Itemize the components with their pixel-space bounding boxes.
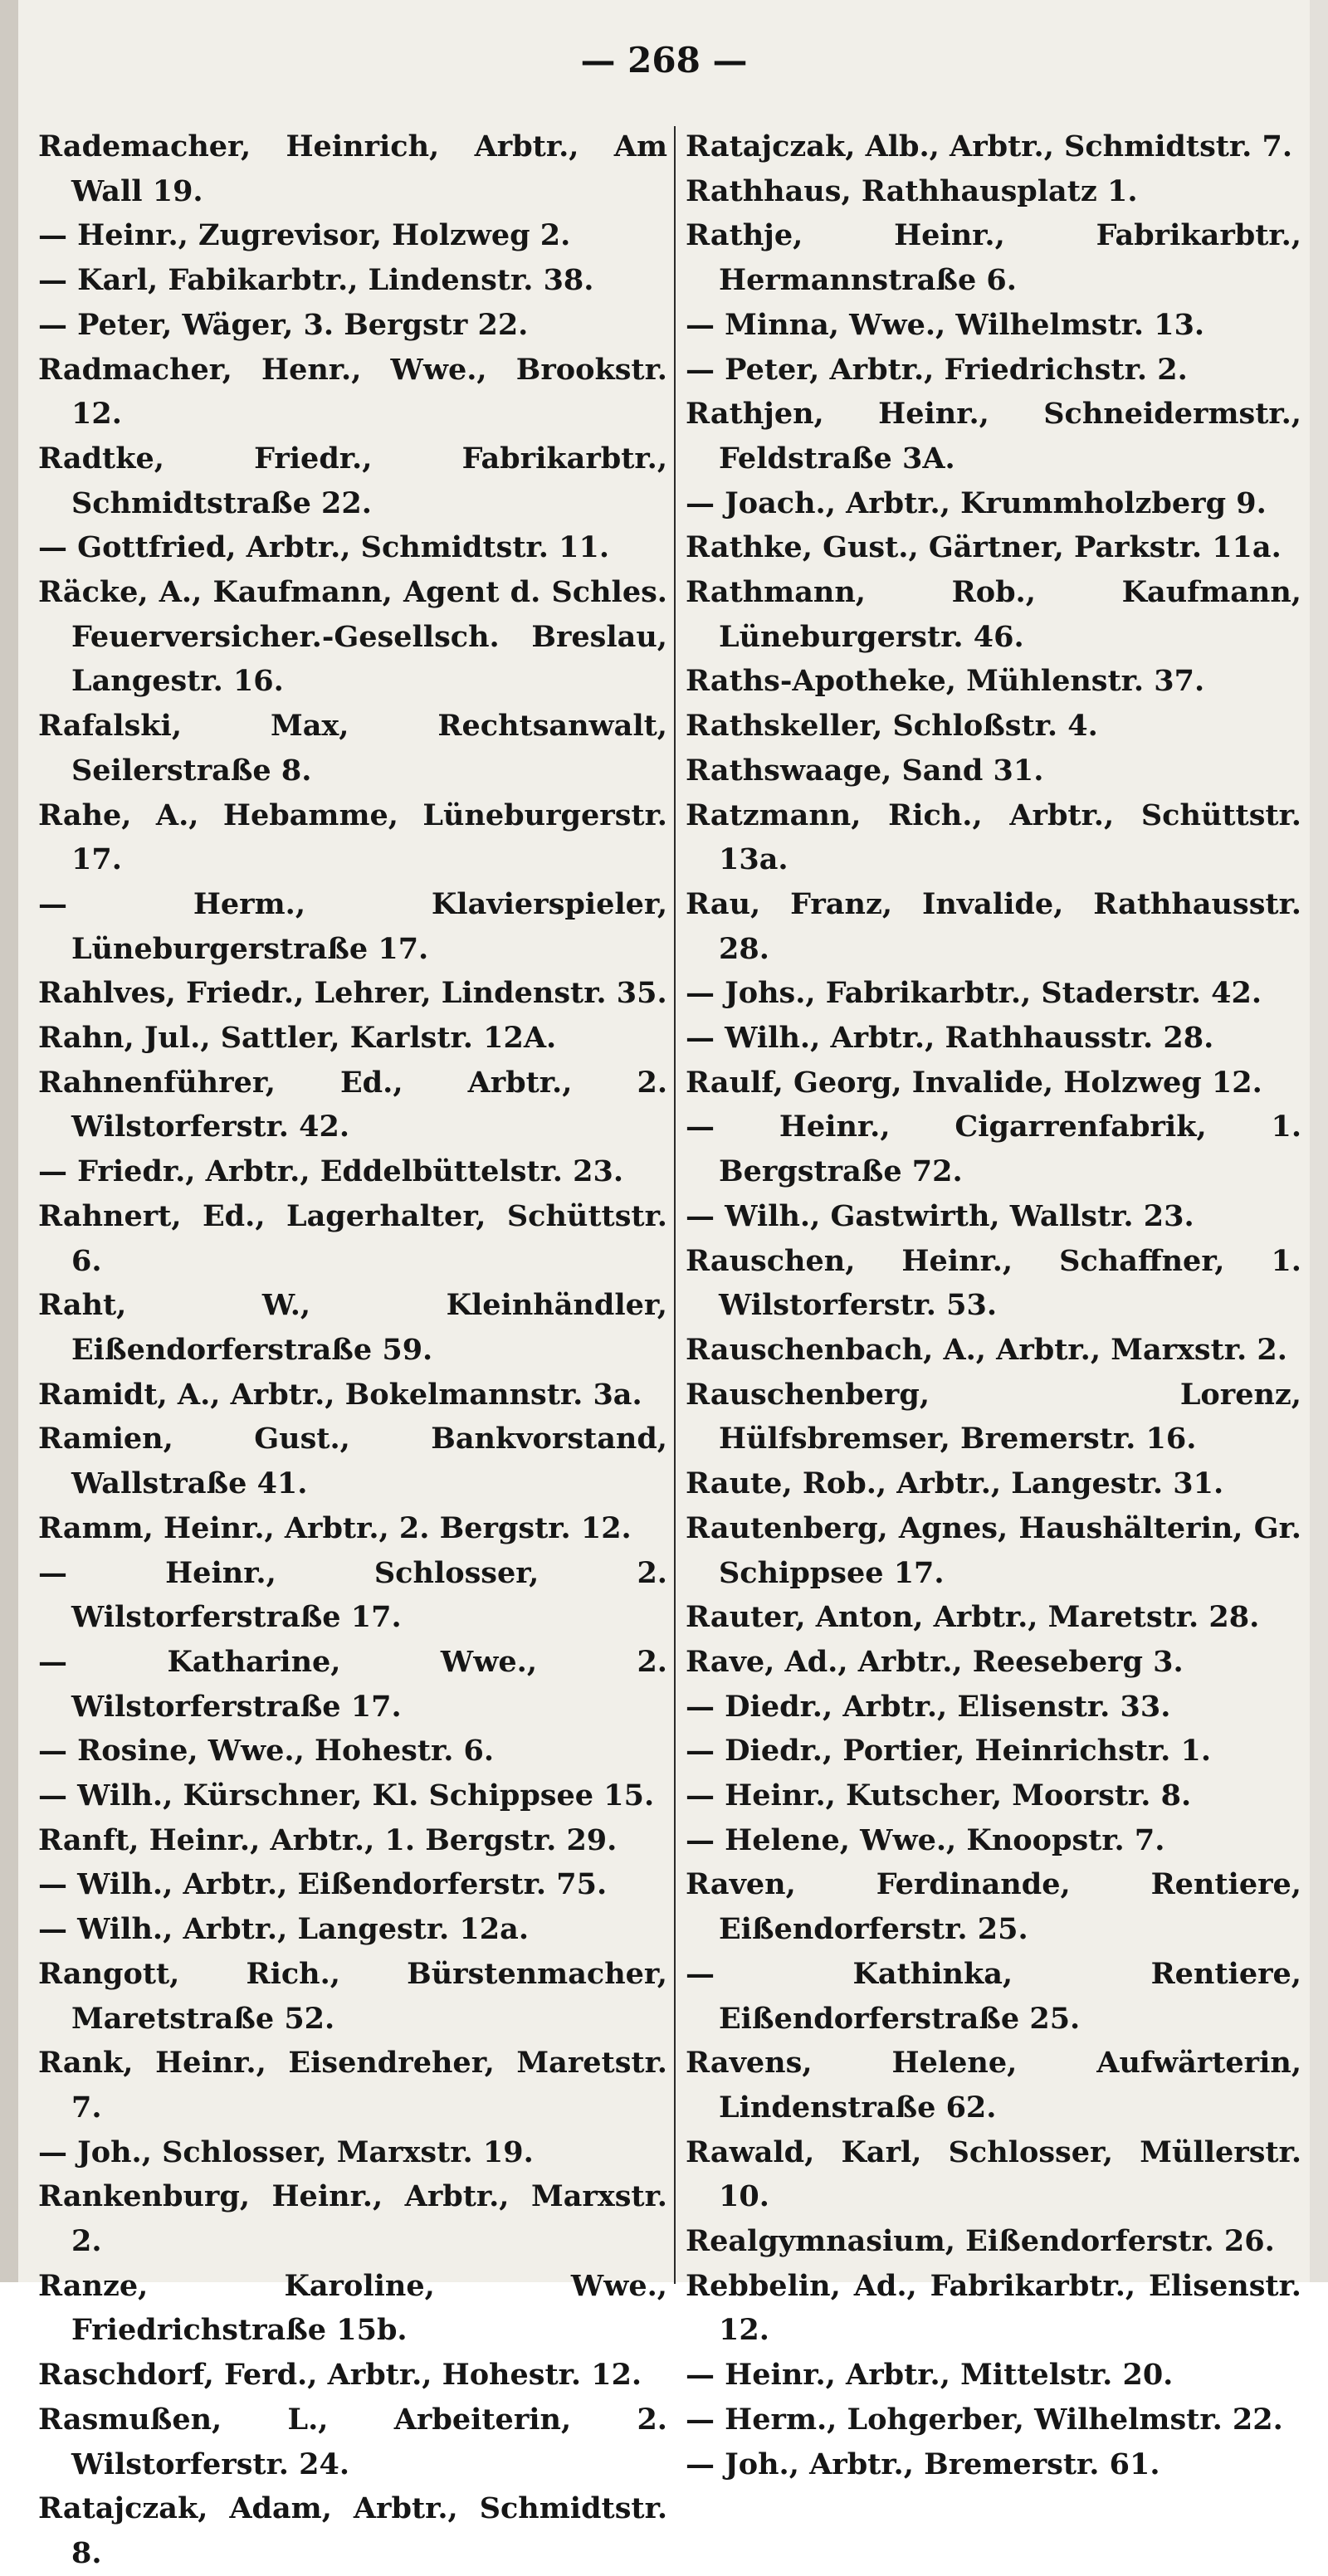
directory-entry: — Joach., Arbtr., Krummholzberg 9. — [686, 485, 1267, 520]
directory-entry: Ratzmann, Rich., Arbtr., Schüttstr. 13a. — [686, 798, 1301, 877]
directory-entry: Realgymnasium, Eißendorferstr. 26. — [686, 2224, 1275, 2259]
page-edge-shadow — [0, 0, 18, 2282]
directory-entry: Ranft, Heinr., Arbtr., 1. Bergstr. 29. — [38, 1822, 618, 1857]
directory-entry: — Joh., Schlosser, Marxstr. 19. — [38, 2134, 534, 2169]
directory-entry: Rathje, Heinr., Fabrikarbtr., Hermannstraße 6. — [686, 218, 1301, 298]
directory-entry: Radmacher, Henr., Wwe., Brookstr. 12. — [38, 352, 667, 432]
directory-entry: — Rosine, Wwe., Hohestr. 6. — [38, 1734, 495, 1769]
directory-entry: — Heinr., Arbtr., Mittelstr. 20. — [686, 2358, 1174, 2393]
directory-entry: — Kathinka, Rentiere, Eißendorferstraße 25. — [686, 1956, 1301, 2036]
directory-entry: Rangott, Rich., Bürstenmacher, Maretstraße 52. — [38, 1956, 667, 2036]
right-column — [686, 124, 1301, 2486]
directory-entry: Rauschenbach, A., Arbtr., Marxstr. 2. — [686, 1332, 1287, 1367]
directory-entry: Rahe, A., Hebamme, Lüneburgerstr. 17. — [38, 798, 667, 877]
directory-entry: Rauschen, Heinr., Schaffner, 1. Wilstorferstr. 53. — [686, 1243, 1301, 1323]
directory-entry: Raht, W., Kleinhändler, Eißendorferstraße 59. — [38, 1288, 667, 1367]
directory-entry: Rankenburg, Heinr., Arbtr., Marxstr. 2. — [38, 2179, 667, 2259]
directory-entry: — Wilh., Arbtr., Langestr. 12a. — [38, 1912, 530, 1947]
column-divider — [674, 126, 676, 2284]
directory-entry: Rathskeller, Schloßstr. 4. — [686, 709, 1098, 744]
directory-entry: Rauter, Anton, Arbtr., Maretstr. 28. — [686, 1600, 1260, 1635]
directory-entry: — Heinr., Cigarrenfabrik, 1. Bergstraße 72. — [686, 1110, 1301, 1189]
page-edge-margin — [1310, 0, 1328, 2282]
directory-entry: Rademacher, Heinrich, Arbtr., Am Wall 19. — [38, 129, 667, 208]
directory-entry: Rauschenberg, Lorenz, Hülfsbremser, Bremerstr. 16. — [686, 1377, 1301, 1456]
directory-entry: Raven, Ferdinande, Rentiere, Eißendorferstr. 25. — [686, 1867, 1301, 1947]
directory-entry: Rautenberg, Agnes, Haushälterin, Gr. Schippsee 17. — [686, 1510, 1301, 1590]
directory-entry: Ratajczak, Alb., Arbtr., Schmidtstr. 7. — [686, 129, 1293, 163]
directory-entry: Rahlves, Friedr., Lehrer, Lindenstr. 35. — [38, 976, 667, 1011]
directory-entry: — Karl, Fabikarbtr., Lindenstr. 38. — [38, 263, 594, 298]
directory-entry: — Johs., Fabrikarbtr., Staderstr. 42. — [686, 976, 1262, 1011]
directory-entry: — Wilh., Kürschner, Kl. Schippsee 15. — [38, 1778, 655, 1813]
directory-entry: Ravens, Helene, Aufwärterin, Lindenstraße 62. — [686, 2046, 1301, 2125]
directory-entry: Raulf, Georg, Invalide, Holzweg 12. — [686, 1065, 1262, 1100]
directory-entry: — Diedr., Portier, Heinrichstr. 1. — [686, 1734, 1212, 1769]
directory-entry: Räcke, A., Kaufmann, Agent d. Schles. Feuerversicher.-Gesellsch. Breslau, Langestr. 16. — [38, 575, 667, 699]
directory-entry: — Peter, Wäger, 3. Bergstr 22. — [38, 307, 529, 342]
directory-entry: — Wilh., Arbtr., Eißendorferstr. 75. — [38, 1867, 608, 1902]
directory-entry: Rahnenführer, Ed., Arbtr., 2. Wilstorferstr. 42. — [38, 1065, 667, 1144]
directory-entry: Rahnert, Ed., Lagerhalter, Schüttstr. 6. — [38, 1198, 667, 1278]
left-column — [38, 124, 667, 2576]
directory-entry: — Heinr., Schlosser, 2. Wilstorferstraße 17. — [38, 1555, 667, 1635]
directory-entry: Ramien, Gust., Bankvorstand, Wallstraße 41. — [38, 1422, 667, 1501]
directory-entry: Rathmann, Rob., Kaufmann, Lüneburgerstr. 46. — [686, 575, 1301, 654]
directory-entry: — Friedr., Arbtr., Eddelbüttelstr. 23. — [38, 1154, 624, 1189]
directory-entry: — Heinr., Kutscher, Moorstr. 8. — [686, 1778, 1192, 1813]
directory-entry: — Joh., Arbtr., Bremerstr. 61. — [686, 2447, 1160, 2481]
directory-entry: Ranze, Karoline, Wwe., Friedrichstraße 15b. — [38, 2268, 667, 2348]
directory-entry: — Katharine, Wwe., 2. Wilstorferstraße 17. — [38, 1644, 667, 1724]
directory-entry: Radtke, Friedr., Fabrikarbtr., Schmidtstraße 22. — [38, 441, 667, 520]
directory-entry: Rawald, Karl, Schlosser, Müllerstr. 10. — [686, 2134, 1301, 2214]
directory-entry: — Wilh., Gastwirth, Wallstr. 23. — [686, 1198, 1194, 1233]
directory-entry: Raths-Apotheke, Mühlenstr. 37. — [686, 664, 1205, 699]
page-number: — 268 — — [580, 40, 748, 80]
directory-entry: Ratajczak, Adam, Arbtr., Schmidtstr. 8. — [38, 2491, 667, 2570]
directory-entry: Rau, Franz, Invalide, Rathhausstr. 28. — [686, 886, 1301, 966]
directory-entry: Rathhaus, Rathhausplatz 1. — [686, 173, 1138, 208]
directory-entry: Ramm, Heinr., Arbtr., 2. Bergstr. 12. — [38, 1510, 632, 1545]
directory-entry: — Gottfried, Arbtr., Schmidtstr. 11. — [38, 530, 610, 565]
directory-entry: Rahn, Jul., Sattler, Karlstr. 12A. — [38, 1021, 557, 1056]
directory-entry: — Peter, Arbtr., Friedrichstr. 2. — [686, 352, 1188, 387]
directory-entry: Rathjen, Heinr., Schneidermstr., Feldstraße 3A. — [686, 397, 1301, 476]
directory-entry: Rank, Heinr., Eisendreher, Maretstr. 7. — [38, 2046, 667, 2125]
directory-entry: Rathswaage, Sand 31. — [686, 753, 1044, 788]
directory-entry: Ramidt, A., Arbtr., Bokelmannstr. 3a. — [38, 1377, 642, 1412]
directory-entry: Rave, Ad., Arbtr., Reeseberg 3. — [686, 1644, 1184, 1679]
directory-entry: — Minna, Wwe., Wilhelmstr. 13. — [686, 307, 1205, 342]
directory-entry: — Diedr., Arbtr., Elisenstr. 33. — [686, 1689, 1171, 1724]
directory-entry: — Heinr., Zugrevisor, Holzweg 2. — [38, 218, 571, 253]
directory-entry: Raute, Rob., Arbtr., Langestr. 31. — [686, 1466, 1224, 1501]
directory-entry: Rebbelin, Ad., Fabrikarbtr., Elisenstr. 12. — [686, 2268, 1301, 2348]
directory-entry: — Herm., Klavierspieler, Lüneburgerstraße 17. — [38, 886, 667, 966]
directory-entry: — Herm., Lohgerber, Wilhelmstr. 22. — [686, 2402, 1283, 2437]
directory-entry: Raschdorf, Ferd., Arbtr., Hohestr. 12. — [38, 2358, 642, 2393]
directory-entry: Rasmußen, L., Arbeiterin, 2. Wilstorferstr. 24. — [38, 2402, 667, 2481]
directory-entry: — Helene, Wwe., Knoopstr. 7. — [686, 1822, 1165, 1857]
directory-entry: — Wilh., Arbtr., Rathhausstr. 28. — [686, 1021, 1214, 1056]
directory-entry: Rafalski, Max, Rechtsanwalt, Seilerstraße 8. — [38, 709, 667, 788]
directory-entry: Rathke, Gust., Gärtner, Parkstr. 11a. — [686, 530, 1282, 565]
